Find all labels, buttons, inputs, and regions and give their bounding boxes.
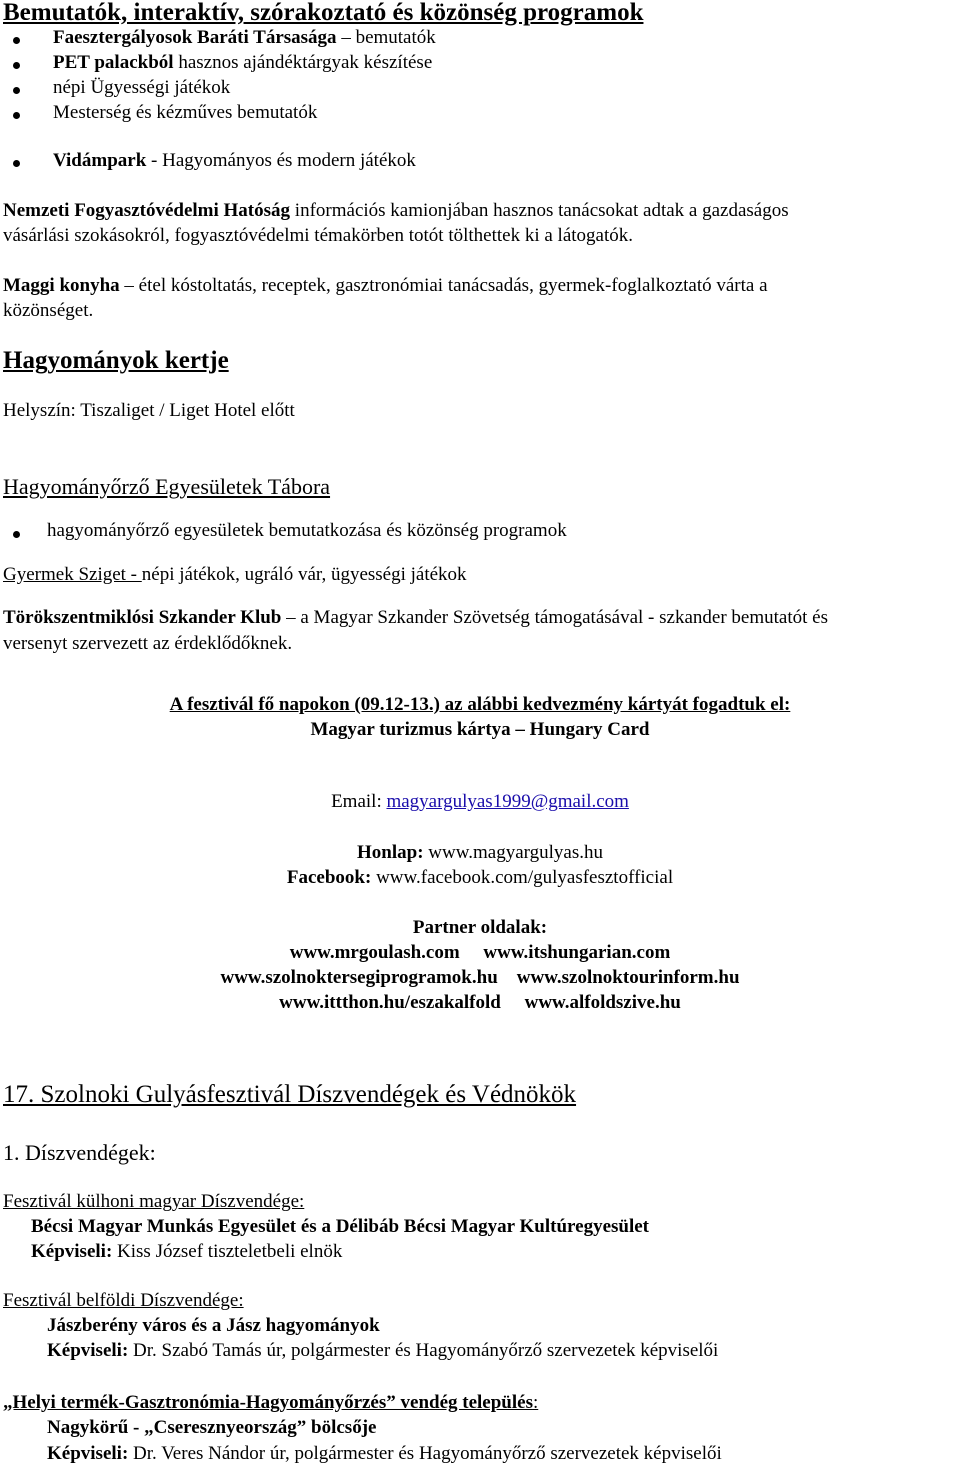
partner-link[interactable]: www.szolnoktourinform.hu <box>516 967 740 988</box>
list-item: hagyományőrző egyesületek bemutatkozása és közönség programok <box>47 520 567 541</box>
kulhoni-name: Bécsi Magyar Munkás Egyesület és a Délibáb Bécsi Magyar Kultúregyesület <box>31 1216 650 1237</box>
email-link[interactable]: magyargulyas1999@gmail.com <box>386 791 629 812</box>
paragraph-maggi: Maggi konyha – étel kóstoltatás, receptek, gasztronómiai tanácsadás, gyermek-foglalkoztató várta a <box>3 275 768 296</box>
partner-row <box>0 992 960 1015</box>
honlap-row: Honlap: www.magyargulyas.hu <box>357 842 603 863</box>
card-name: Magyar turizmus kártya – Hungary Card <box>310 719 650 740</box>
website-link[interactable]: www.magyargulyas.hu <box>423 842 603 863</box>
belfoldi-label: Fesztivál belföldi Díszvendége: <box>3 1290 244 1311</box>
location-text: Helyszín: Tiszaliget / Liget Hotel előtt <box>3 400 295 421</box>
heading-hagyomanyok-kertje: Hagyományok kertje <box>3 347 229 374</box>
helyi-label: „Helyi termék-Gasztronómia-Hagyományőrzés” vendég település: <box>3 1392 539 1413</box>
paragraph-nfh: Nemzeti Fogyasztóvédelmi Hatóság információs kamionjában hasznos tanácsokat adtak a gazdaságos <box>3 200 789 221</box>
partner-link[interactable]: www.alfoldszive.hu <box>524 992 681 1013</box>
card-notice: A fesztivál fő napokon (09.12-13.) az alábbi kedvezmény kártyát fogadtuk el: <box>169 694 791 715</box>
bullet-icon <box>13 531 20 538</box>
heading-guests: 17. Szolnoki Gulyásfesztivál Díszvendégek és Védnökök <box>3 1081 577 1108</box>
list-item: népi Ügyességi játékok <box>53 77 231 98</box>
bullet-icon <box>13 62 20 69</box>
paragraph-szkander-cont: versenyt szervezett az érdeklődőknek. <box>3 633 293 654</box>
partner-link[interactable]: www.itshungarian.com <box>483 942 671 963</box>
list-item: Mesterség és kézműves bemutatók <box>53 102 318 123</box>
bullet-icon <box>13 160 20 167</box>
bullet-icon <box>13 37 20 44</box>
helyi-name: Nagykörű - „Cseresznyeország” bölcsője <box>47 1417 377 1438</box>
belfoldi-rep: Képviseli: Dr. Szabó Tamás úr, polgármester és Hagyományőrző szervezetek képviselői <box>47 1340 719 1361</box>
facebook-row: Facebook: www.facebook.com/gulyasfesztofficial <box>286 867 674 888</box>
partner-row <box>0 942 960 965</box>
kulhoni-label: Fesztivál külhoni magyar Díszvendége: <box>3 1191 305 1212</box>
belfoldi-name: Jászberény város és a Jász hagyományok <box>47 1315 380 1336</box>
paragraph-szkander: Törökszentmiklósi Szkander Klub – a Magyar Szkander Szövetség támogatásával - szkander bemutatót és <box>3 607 828 628</box>
partner-link[interactable]: www.ittthon.hu/eszakalfold <box>279 992 501 1013</box>
partners-heading: Partner oldalak: <box>412 917 548 938</box>
list-item: Faesztergályosok Baráti Társasága – bemutatók <box>53 27 436 48</box>
bullet-icon <box>13 112 20 119</box>
helyi-rep: Képviseli: Dr. Veres Nándor úr, polgármester és Hagyományőrző szervezetek képviselői <box>47 1443 722 1464</box>
subheading-guests: 1. Díszvendégek: <box>3 1140 156 1165</box>
partner-row <box>0 967 960 990</box>
partner-link[interactable]: www.mrgoulash.com <box>289 942 460 963</box>
list-item: Vidámpark - Hagyományos és modern játékok <box>53 150 416 171</box>
list-item: PET palackból hasznos ajándéktárgyak készítése <box>53 52 433 73</box>
gyermek-sziget: Gyermek Sziget - népi játékok, ugráló vár, ügyességi játékok <box>3 564 467 585</box>
bullet-icon <box>13 87 20 94</box>
facebook-link[interactable]: www.facebook.com/gulyasfesztofficial <box>371 867 674 888</box>
paragraph-nfh-cont: vásárlási szokásokról, fogyasztóvédelmi témakörben totót tölthettek ki a látogatók. <box>3 225 633 246</box>
paragraph-maggi-cont: közönséget. <box>3 300 94 321</box>
email-row: Email: magyargulyas1999@gmail.com <box>331 791 629 812</box>
kulhoni-rep: Képviseli: Kiss József tiszteletbeli elnök <box>31 1241 343 1262</box>
heading-tabor: Hagyományőrző Egyesületek Tábora <box>3 474 331 499</box>
section-heading-programs: Bemutatók, interaktív, szórakoztató és közönség programok <box>3 0 644 26</box>
partner-link[interactable]: www.szolnoktersegiprogramok.hu <box>220 967 498 988</box>
